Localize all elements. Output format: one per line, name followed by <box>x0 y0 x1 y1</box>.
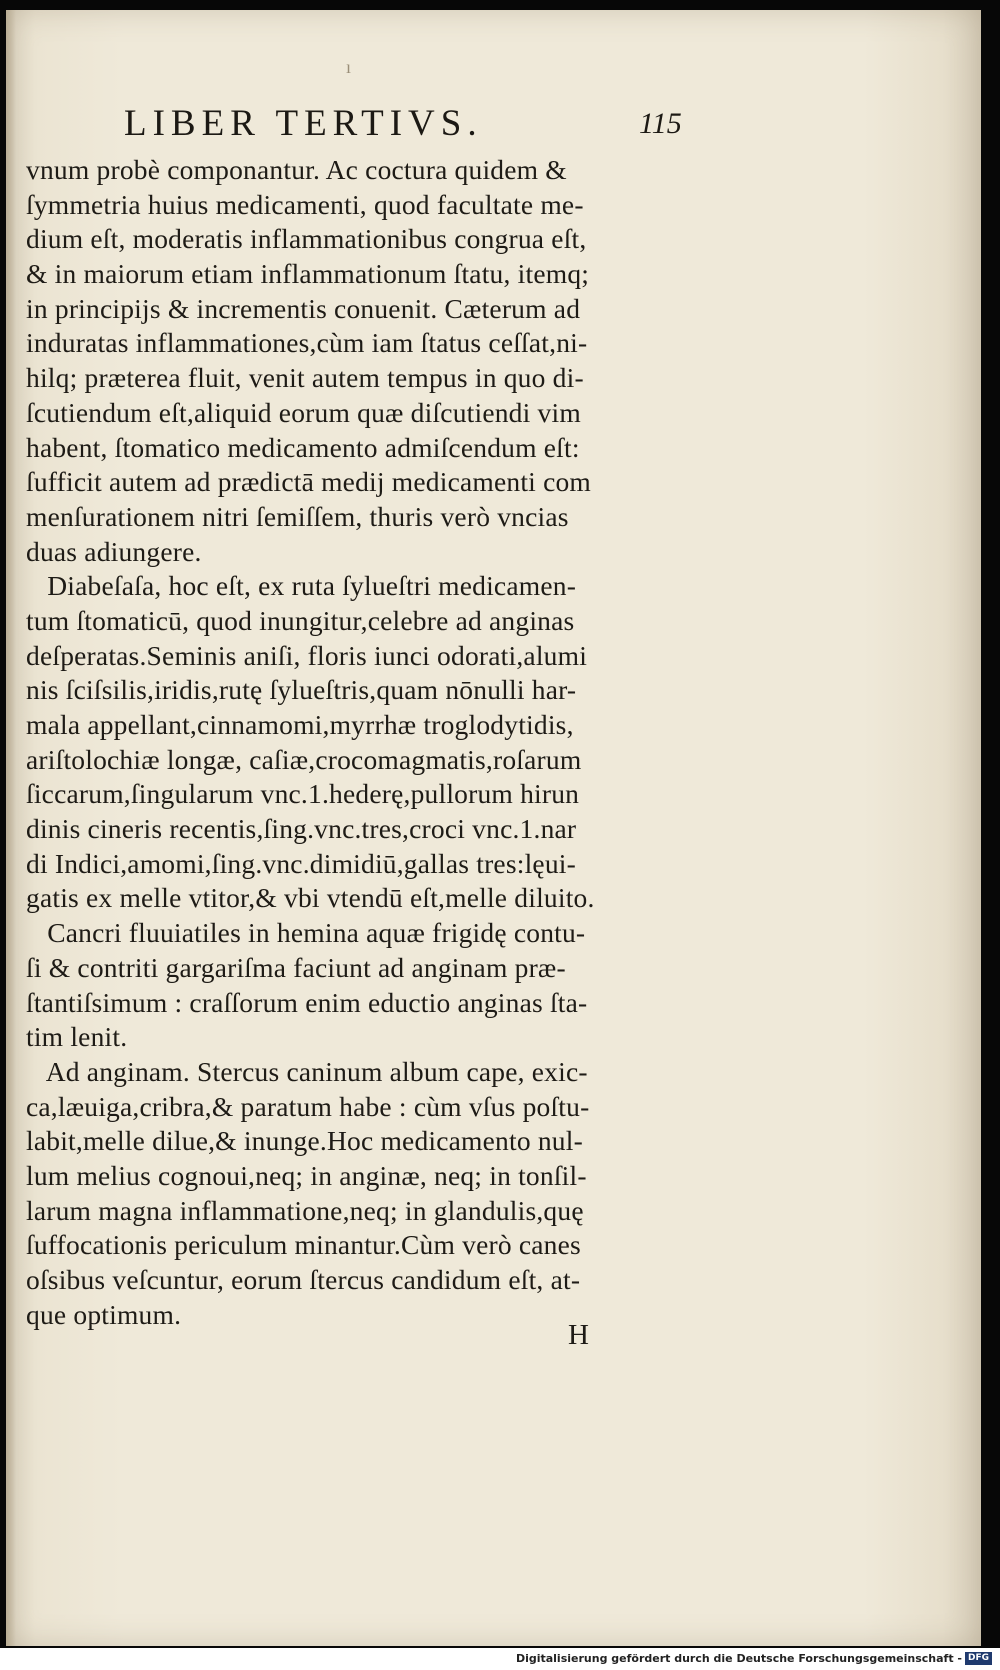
text-line: & in maiorum etiam inflammationum ſtatu, itemq; <box>26 258 590 290</box>
text-line: vnum probè componantur. Ac coctura quidem & <box>26 154 567 185</box>
text-line: ſymmetria huius medicamenti, quod facultate me- <box>26 188 584 220</box>
text-line: hilq; præterea fluit, venit autem tempus in quo di- <box>26 362 584 394</box>
text-line: in principijs & incrementis conuenit. Cæterum ad <box>26 292 581 324</box>
ink-mark: ı <box>346 57 352 77</box>
book-page <box>6 10 981 1646</box>
funding-credit: Digitalisierung gefördert durch die Deutsche Forschungsgemeinschaft - <box>515 1652 962 1665</box>
running-head: LIBER TERTIVS. <box>124 103 483 144</box>
text-line: dinis cineris recentis,ſing.vnc.tres,croci vnc.1.nar <box>26 813 577 845</box>
text-line: Cancri fluuiatiles in hemina aquæ frigidę contu- <box>26 917 586 949</box>
text-line: ſiccarum,ſingularum vnc.1.hederę,pullorum hirun <box>26 778 580 810</box>
text-line: ſi & contriti gargariſma faciunt ad anginam præ- <box>26 951 566 983</box>
signature-mark: H <box>568 1319 589 1351</box>
text-line: ſuffocationis periculum minantur.Cùm verò canes <box>26 1229 581 1261</box>
text-line: tum ſtomaticū, quod inungitur,celebre ad anginas <box>26 604 575 636</box>
text-line: tim lenit. <box>26 1021 128 1053</box>
text-line: lum melius cognoui,neq; in anginæ, neq; in tonſil- <box>26 1159 587 1191</box>
text-line: habent, ſtomatico medicamento admiſcendum eſt: <box>26 431 580 463</box>
page-number: 115 <box>639 107 682 140</box>
text-line: nis ſciſsilis,iridis,rutę ſylueſtris,quam nōnulli har- <box>26 674 577 706</box>
text-line: di Indici,amomi,ſing.vnc.dimidiū,gallas tres:lęui- <box>26 847 576 879</box>
text-line: induratas inflammationes,cùm iam ſtatus ceſſat,ni- <box>26 327 588 359</box>
text-line: oſsibus veſcuntur, eorum ſtercus candidum eſt, at- <box>26 1264 581 1295</box>
text-line: gatis ex melle vtitor,& vbi vtendū eſt,melle diluito. <box>26 882 595 914</box>
text-line: ſufficit autem ad prædictā medij medicamenti com <box>26 466 592 498</box>
text-line: mala appellant,cinnamomi,myrrhæ troglodytidis, <box>26 709 574 740</box>
body-text <box>26 153 706 1332</box>
text-line: ca,læuiga,cribra,& paratum habe : cùm vſus poſtu- <box>26 1090 590 1122</box>
text-line: ariſtolochiæ longæ, caſiæ,crocomagmatis,roſarum <box>26 743 582 775</box>
text-line: dium eſt, moderatis inflammationibus congrua eſt, <box>26 223 587 255</box>
text-line: duas adiungere. <box>26 535 202 567</box>
text-line: ſcutiendum eſt,aliquid eorum quæ diſcutiendi vim <box>26 396 581 428</box>
dfg-logo-icon: DFG <box>965 1652 992 1665</box>
text-line: ſtantiſsimum : craſſorum enim eductio anginas ſta- <box>26 986 588 1018</box>
text-line: deſperatas.Seminis aniſi, floris iunci odorati,alumi <box>26 639 588 671</box>
text-line: menſurationem nitri ſemiſſem, thuris verò vncias <box>26 500 569 532</box>
text-line: que optimum. <box>26 1298 182 1330</box>
footer-credit-bar <box>0 1648 1000 1670</box>
text-line: labit,melle dilue,& inunge.Hoc medicamento nul- <box>26 1125 583 1157</box>
text-line: Diabeſaſa, hoc eſt, ex ruta ſylueſtri medicamen- <box>26 570 577 602</box>
text-line: Ad anginam. Stercus caninum album cape, exic- <box>26 1055 588 1087</box>
text-line: larum magna inflammatione,neq; in glandulis,quę <box>26 1194 584 1226</box>
